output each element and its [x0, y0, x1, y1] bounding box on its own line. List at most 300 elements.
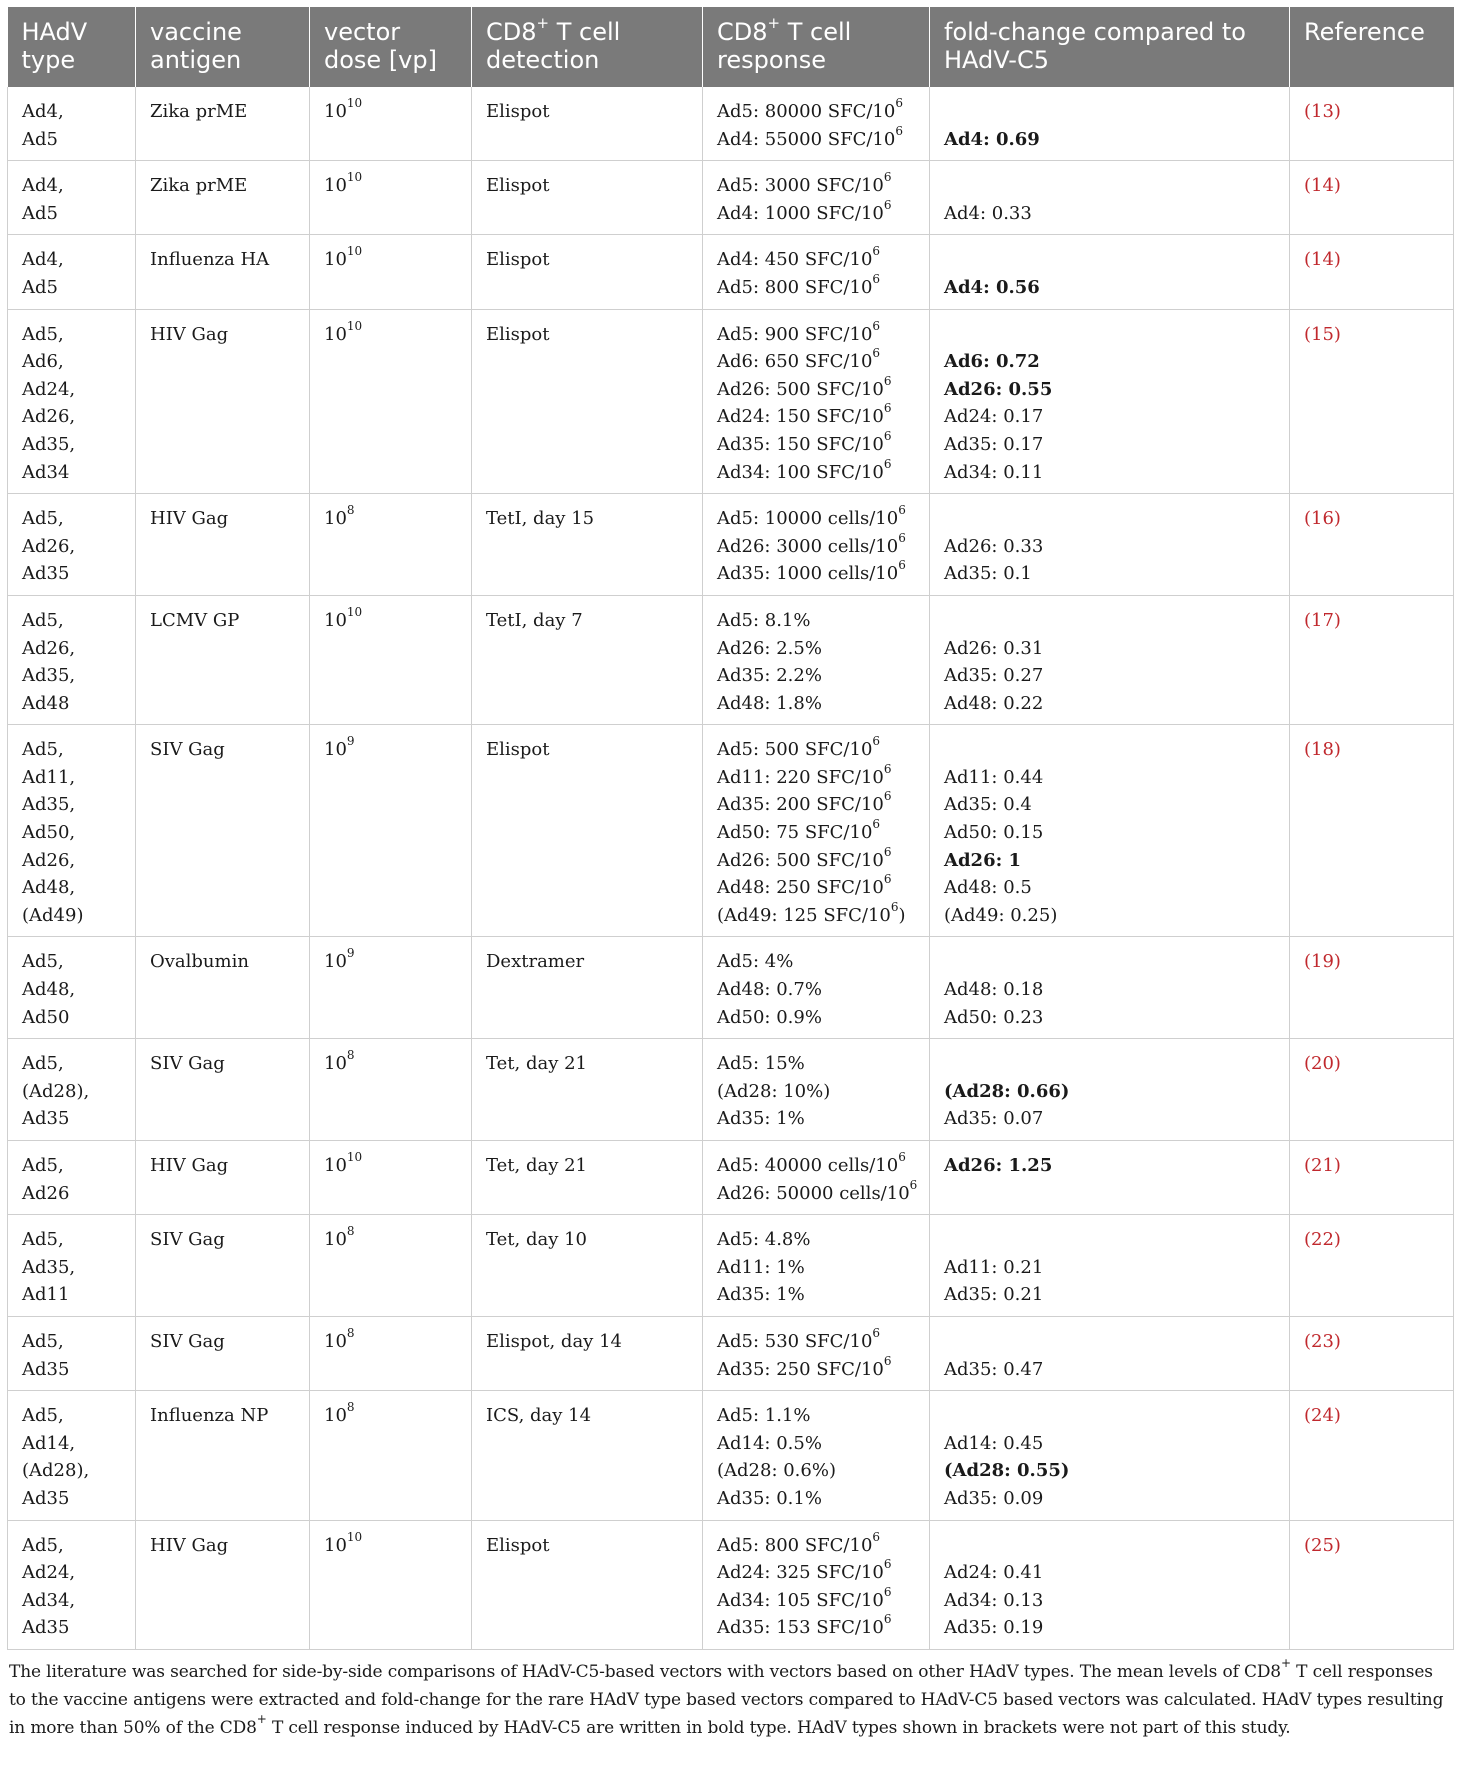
dose-exponent: 10	[346, 1150, 363, 1164]
response-cell	[703, 235, 930, 309]
response-line	[717, 791, 915, 819]
fold-change-value	[944, 98, 1275, 126]
response-text: Ad5: 80000 SFC/10	[717, 101, 896, 122]
dose-exponent: 10	[346, 1529, 363, 1544]
hadv-type: Ad24,	[22, 1562, 76, 1584]
footnote-superscript: +	[256, 1712, 267, 1727]
response-exponent: 6	[872, 1529, 881, 1544]
response-line	[717, 98, 915, 126]
response-text: Ad6: 650 SFC/10	[717, 351, 873, 373]
hadv-type: Ad5,	[22, 1229, 64, 1251]
table-row	[8, 1141, 1454, 1215]
fold-change-value: Ad35: 0.27	[944, 665, 1044, 687]
hadv-type: Ad35	[22, 1487, 70, 1509]
response-text: Ad5: 900 SFC/10	[717, 323, 873, 345]
hadv-type: Ad5,	[22, 951, 64, 973]
antigen-text: HIV Gag	[150, 508, 229, 530]
hadv-type: Ad5,	[22, 1534, 64, 1556]
dose-exponent: 9	[346, 946, 355, 961]
response-text: Ad48: 1.8%	[717, 692, 822, 714]
header-text: CD8	[486, 18, 537, 46]
response-line	[717, 1177, 918, 1208]
response-text: Ad5: 8.1%	[717, 609, 811, 631]
response-line	[717, 246, 915, 274]
hadv-type: (Ad28),	[22, 1460, 90, 1482]
hadv-type-cell	[8, 309, 136, 494]
header-text: T cell	[549, 18, 621, 46]
response-line	[717, 1226, 915, 1254]
response-text: Ad50: 75 SFC/10	[717, 822, 873, 844]
dose-base: 10	[324, 249, 347, 271]
response-text: Ad26: 500 SFC/10	[717, 849, 884, 871]
reference-link: (19)	[1304, 951, 1341, 973]
hadv-type: Ad35,	[22, 794, 76, 816]
response-cell	[703, 937, 930, 1039]
vaccine-antigen-cell	[136, 595, 310, 724]
fold-change-cell	[930, 937, 1290, 1039]
header-reference	[1290, 7, 1454, 87]
dose-exponent: 8	[346, 1325, 355, 1340]
response-text: Ad4: 450 SFC/10	[717, 249, 873, 271]
vector-dose-cell	[310, 1520, 472, 1649]
response-text: Ad26: 2.5%	[717, 637, 822, 659]
vector-dose-cell	[310, 937, 472, 1039]
response-line	[717, 1254, 915, 1282]
fold-change-value	[944, 1402, 1275, 1430]
response-text: Ad4: 1000 SFC/10	[717, 202, 884, 224]
vaccine-antigen-cell	[136, 1391, 310, 1520]
hadv-type: Ad26	[22, 1182, 70, 1204]
response-text: Ad50: 0.9%	[717, 1006, 822, 1028]
hadv-type: Ad5,	[22, 508, 64, 530]
response-text: Ad5: 40000 cells/10	[717, 1155, 899, 1176]
antigen-text: Influenza HA	[150, 249, 270, 271]
response-line	[717, 1004, 915, 1032]
fold-change-value	[944, 1328, 1275, 1356]
hadv-type: Ad26,	[22, 406, 76, 428]
response-line	[717, 948, 915, 976]
response-line	[717, 172, 915, 200]
response-exponent: 6	[890, 899, 899, 914]
reference-link: (17)	[1304, 609, 1341, 631]
dose-base: 10	[324, 508, 347, 530]
response-cell	[703, 725, 930, 937]
dose-base: 10	[324, 739, 347, 761]
response-cell	[703, 1039, 930, 1141]
response-exponent: 6	[872, 318, 881, 333]
dose-base: 10	[324, 101, 347, 122]
antigen-text: LCMV GP	[150, 609, 240, 631]
response-text: (Ad49: 125 SFC/10	[717, 904, 891, 926]
antigen-text: SIV Gag	[150, 1229, 225, 1251]
fold-change-value: Ad35: 0.19	[944, 1617, 1044, 1639]
response-text: Ad26: 500 SFC/10	[717, 378, 884, 400]
detection-cell	[472, 494, 703, 596]
detection-cell	[472, 725, 703, 937]
hadv-type: (Ad49)	[22, 904, 84, 926]
table-row	[8, 309, 1454, 494]
response-line	[717, 874, 915, 902]
fold-change-value: (Ad28: 0.66)	[944, 1080, 1070, 1102]
detection-cell	[472, 595, 703, 724]
response-exponent: 6	[883, 1557, 892, 1572]
response-cell	[703, 1215, 930, 1317]
header-text: CD8	[717, 18, 768, 46]
vaccine-antigen-cell	[136, 937, 310, 1039]
fold-change-value: Ad35: 0.47	[944, 1358, 1044, 1380]
detection-text: Elispot	[486, 1534, 550, 1556]
hadv-type-cell	[8, 595, 136, 724]
response-cell	[703, 161, 930, 235]
table-figure	[7, 7, 1453, 1759]
hadv-type: Ad6,	[22, 351, 64, 373]
hadv-type-cell	[8, 235, 136, 309]
response-text: Ad35: 150 SFC/10	[717, 433, 884, 455]
vaccine-antigen-cell	[136, 309, 310, 494]
header-fold-change	[930, 7, 1290, 87]
hadv-type: Ad14,	[22, 1432, 76, 1454]
response-line	[717, 1559, 915, 1587]
table-row	[8, 494, 1454, 596]
reference-link: (16)	[1304, 508, 1341, 530]
fold-change-value: Ad50: 0.15	[944, 822, 1044, 844]
fold-change-value: Ad35: 0.17	[944, 433, 1044, 455]
response-line	[717, 635, 915, 663]
hadv-type: Ad48,	[22, 979, 76, 1001]
hadv-type: (Ad28),	[22, 1080, 90, 1102]
reference-link: (14)	[1304, 175, 1341, 197]
hadv-type: Ad5	[22, 202, 58, 224]
footnote-text: The literature was searched for side-by-side comparisons of HAdV-C5-based vectors with vectors based on other HAdV types. The mean levels of CD8	[9, 1661, 1281, 1682]
response-text: Ad35: 1%	[717, 1284, 805, 1306]
response-line	[717, 1105, 915, 1133]
hadv-type: Ad35	[22, 563, 70, 585]
header-text: fold-change compared to	[944, 18, 1246, 46]
response-exponent: 6	[898, 1150, 906, 1164]
response-line	[717, 1614, 915, 1642]
hadv-type: Ad35	[22, 1617, 70, 1639]
fold-change-value: Ad35: 0.4	[944, 794, 1032, 816]
response-exponent: 6	[883, 1584, 892, 1599]
response-text: )	[898, 904, 906, 926]
response-line	[717, 1485, 915, 1513]
response-exponent: 6	[895, 96, 903, 110]
table-row	[8, 87, 1454, 161]
antigen-text: HIV Gag	[150, 1155, 229, 1176]
response-exponent: 6	[883, 373, 892, 388]
response-text: Ad5: 800 SFC/10	[717, 1534, 873, 1556]
detection-cell	[472, 87, 703, 161]
fold-change-value: Ad35: 0.07	[944, 1108, 1044, 1130]
hadv-type-cell	[8, 1391, 136, 1520]
detection-cell	[472, 235, 703, 309]
fold-change-value	[944, 172, 1275, 200]
fold-change-value: Ad35: 0.1	[944, 563, 1032, 585]
fold-change-value: Ad48: 0.5	[944, 877, 1032, 899]
response-exponent: 6	[898, 558, 906, 573]
response-line	[717, 899, 915, 930]
fold-change-cell	[930, 1316, 1290, 1390]
response-line	[717, 819, 915, 847]
reference-link: (22)	[1304, 1229, 1341, 1251]
reference-link: (14)	[1304, 249, 1341, 271]
response-text: Ad5: 10000 cells/10	[717, 508, 899, 530]
reference-link: (18)	[1304, 739, 1341, 761]
dose-base: 10	[324, 1405, 347, 1427]
dose-exponent: 10	[346, 170, 363, 185]
vector-dose-cell	[310, 494, 472, 596]
detection-cell	[472, 1391, 703, 1520]
dose-exponent: 10	[346, 244, 363, 259]
fold-change-cell	[930, 87, 1290, 161]
response-cell	[703, 595, 930, 724]
response-line	[717, 560, 915, 588]
response-text: Ad14: 0.5%	[717, 1432, 822, 1454]
fold-change-value: Ad48: 0.18	[944, 979, 1044, 1001]
response-line	[717, 662, 915, 690]
header-detection	[472, 7, 703, 87]
hadv-type: Ad4,	[22, 175, 64, 197]
header-text: type	[21, 46, 76, 74]
fold-change-value: (Ad49: 0.25)	[944, 904, 1058, 926]
detection-text: Elispot	[486, 101, 550, 122]
dose-base: 10	[324, 1053, 347, 1075]
response-line	[717, 1281, 915, 1309]
dose-exponent: 8	[346, 1224, 355, 1239]
fold-change-cell	[930, 1391, 1290, 1520]
fold-change-value: Ad11: 0.44	[944, 766, 1044, 788]
response-line	[717, 197, 915, 228]
fold-change-value: Ad35: 0.09	[944, 1487, 1044, 1509]
response-text: Ad35: 1%	[717, 1108, 805, 1130]
response-text: Ad26: 3000 cells/10	[717, 535, 899, 557]
response-line	[717, 1078, 915, 1106]
fold-change-cell	[930, 1141, 1290, 1215]
response-line	[717, 271, 915, 302]
reference-cell	[1290, 309, 1454, 494]
antigen-text: Zika prME	[150, 101, 248, 122]
header-response	[703, 7, 930, 87]
table-row	[8, 1215, 1454, 1317]
hadv-type: Ad4,	[22, 101, 64, 122]
response-text: Ad26: 50000 cells/10	[717, 1182, 910, 1204]
response-line	[717, 373, 915, 404]
fold-change-value: Ad11: 0.21	[944, 1256, 1044, 1278]
vector-dose-cell	[310, 1141, 472, 1215]
vector-dose-cell	[310, 235, 472, 309]
vaccine-antigen-cell	[136, 87, 310, 161]
antigen-text: SIV Gag	[150, 1330, 225, 1352]
hadv-type-cell	[8, 87, 136, 161]
header-text: antigen	[150, 46, 242, 74]
fold-change-value: Ad4: 0.69	[944, 128, 1040, 150]
fold-change-value: Ad35: 0.21	[944, 1284, 1044, 1306]
response-line	[717, 318, 915, 349]
hadv-type: Ad35,	[22, 665, 76, 687]
hadv-type: Ad5,	[22, 323, 64, 345]
response-cell	[703, 309, 930, 494]
fold-change-cell	[930, 494, 1290, 596]
detection-text: Elispot	[486, 249, 550, 271]
reference-cell	[1290, 87, 1454, 161]
table-row	[8, 235, 1454, 309]
response-exponent: 6	[883, 789, 892, 804]
detection-cell	[472, 161, 703, 235]
response-text: Ad48: 250 SFC/10	[717, 877, 884, 899]
response-exponent: 6	[883, 872, 892, 887]
fold-change-cell	[930, 235, 1290, 309]
dose-exponent: 9	[346, 734, 355, 749]
detection-text: TetI, day 7	[486, 609, 583, 631]
detection-cell	[472, 1215, 703, 1317]
hadv-type: Ad5,	[22, 739, 64, 761]
hadv-type: Ad5,	[22, 1330, 64, 1352]
reference-link: (15)	[1304, 323, 1341, 345]
response-text: Ad24: 150 SFC/10	[717, 406, 884, 428]
hadv-type: Ad48,	[22, 877, 76, 899]
header-text: dose [vp]	[324, 46, 437, 74]
reference-cell	[1290, 494, 1454, 596]
vector-dose-cell	[310, 309, 472, 494]
fold-change-value: Ad24: 0.17	[944, 406, 1044, 428]
vector-dose-cell	[310, 87, 472, 161]
response-line	[717, 1353, 915, 1384]
footnote-text: T cell response induced by HAdV-C5 are written in bold type. HAdV types shown in brackets were not part of this study.	[266, 1717, 1291, 1738]
detection-cell	[472, 1316, 703, 1390]
antigen-text: Zika prME	[150, 175, 248, 197]
dose-base: 10	[324, 175, 347, 197]
detection-cell	[472, 1039, 703, 1141]
dose-base: 10	[324, 323, 347, 345]
response-exponent: 6	[909, 1177, 918, 1192]
hadv-type-cell	[8, 494, 136, 596]
header-text: HAdV	[21, 18, 88, 46]
table-footnote	[7, 1658, 1453, 1742]
response-exponent: 6	[895, 123, 903, 138]
header-hadv-type	[8, 7, 136, 87]
header-superscript: +	[536, 14, 550, 32]
response-line	[717, 976, 915, 1004]
hadv-type: Ad35,	[22, 433, 76, 455]
vector-dose-cell	[310, 595, 472, 724]
fold-change-cell	[930, 161, 1290, 235]
response-text: Ad5: 15%	[717, 1053, 805, 1075]
response-text: Ad5: 4%	[717, 951, 794, 973]
response-line	[717, 1584, 915, 1615]
response-text: Ad11: 1%	[717, 1256, 805, 1278]
dose-exponent: 10	[346, 604, 363, 619]
reference-cell	[1290, 161, 1454, 235]
fold-change-value: Ad34: 0.11	[944, 461, 1044, 483]
hadv-type: Ad11,	[22, 766, 76, 788]
reference-link: (24)	[1304, 1405, 1341, 1427]
response-exponent: 6	[883, 1353, 892, 1368]
response-text: Ad5: 3000 SFC/10	[717, 175, 884, 197]
response-line	[717, 844, 915, 875]
dose-base: 10	[324, 609, 347, 631]
fold-change-value	[944, 736, 1275, 764]
dose-base: 10	[324, 1155, 347, 1176]
dose-base: 10	[324, 1330, 347, 1352]
response-line	[717, 1402, 915, 1430]
dose-exponent: 10	[346, 318, 363, 333]
response-text: Ad11: 220 SFC/10	[717, 766, 884, 788]
response-line	[717, 1152, 915, 1180]
hadv-type: Ad5	[22, 276, 58, 298]
hadv-type: Ad35	[22, 1108, 70, 1130]
fold-change-value	[944, 1226, 1275, 1254]
response-cell	[703, 1391, 930, 1520]
fold-change-value: Ad48: 0.22	[944, 692, 1044, 714]
response-exponent: 6	[872, 346, 881, 361]
fold-change-cell	[930, 1039, 1290, 1141]
vaccine-antigen-cell	[136, 494, 310, 596]
response-exponent: 6	[883, 1612, 892, 1627]
header-text: T cell	[780, 18, 852, 46]
hadv-type: Ad5,	[22, 1053, 64, 1075]
response-text: Ad34: 100 SFC/10	[717, 461, 884, 483]
response-exponent: 6	[883, 844, 892, 859]
reference-link: (20)	[1304, 1053, 1341, 1075]
response-exponent: 6	[872, 244, 881, 259]
reference-link: (25)	[1304, 1534, 1341, 1556]
detection-text: Elispot	[486, 175, 550, 197]
fold-change-cell	[930, 309, 1290, 494]
hadv-type-cell	[8, 1520, 136, 1649]
response-exponent: 6	[883, 456, 892, 471]
antigen-text: Influenza NP	[150, 1405, 269, 1427]
fold-change-value: Ad6: 0.72	[944, 351, 1040, 373]
detection-text: ICS, day 14	[486, 1405, 592, 1427]
vaccine-antigen-cell	[136, 1039, 310, 1141]
dose-exponent: 8	[346, 1048, 355, 1063]
header-vaccine-antigen	[136, 7, 310, 87]
detection-cell	[472, 1141, 703, 1215]
hadv-type: Ad34	[22, 461, 70, 483]
fold-change-value: Ad4: 0.56	[944, 276, 1040, 298]
hadv-type: Ad50,	[22, 822, 76, 844]
fold-change-value: Ad24: 0.41	[944, 1562, 1044, 1584]
detection-cell	[472, 937, 703, 1039]
antigen-text: HIV Gag	[150, 323, 229, 345]
response-text: Ad5: 1.1%	[717, 1405, 811, 1427]
header-text: vector	[324, 18, 401, 46]
response-text: Ad35: 153 SFC/10	[717, 1617, 884, 1639]
footnote-text: T cell responses to the vaccine antigens were extracted and fold-change for the rare HAdV type based vectors compared to HAdV-C5 based vectors was calculated. HAdV types resulting in more than 50% of the CD8	[9, 1661, 1444, 1738]
antigen-text: SIV Gag	[150, 1053, 225, 1075]
header-text: vaccine	[150, 18, 242, 46]
response-exponent: 6	[883, 197, 892, 212]
table-row	[8, 595, 1454, 724]
hadv-type: Ad35,	[22, 1256, 76, 1278]
vector-dose-cell	[310, 1039, 472, 1141]
antigen-text: HIV Gag	[150, 1534, 229, 1556]
header-text: detection	[486, 46, 600, 74]
response-line	[717, 1430, 915, 1458]
detection-text: Tet, day 21	[486, 1155, 587, 1176]
response-exponent: 6	[898, 530, 906, 545]
response-line	[717, 736, 915, 764]
dose-base: 10	[324, 1229, 347, 1251]
response-text: Ad4: 55000 SFC/10	[717, 128, 896, 150]
response-line	[717, 1457, 915, 1485]
header-text: Reference	[1304, 18, 1425, 46]
vector-dose-cell	[310, 161, 472, 235]
reference-cell	[1290, 235, 1454, 309]
response-text: (Ad28: 10%)	[717, 1080, 831, 1102]
response-exponent: 6	[883, 761, 892, 776]
fold-change-value	[944, 607, 1275, 635]
